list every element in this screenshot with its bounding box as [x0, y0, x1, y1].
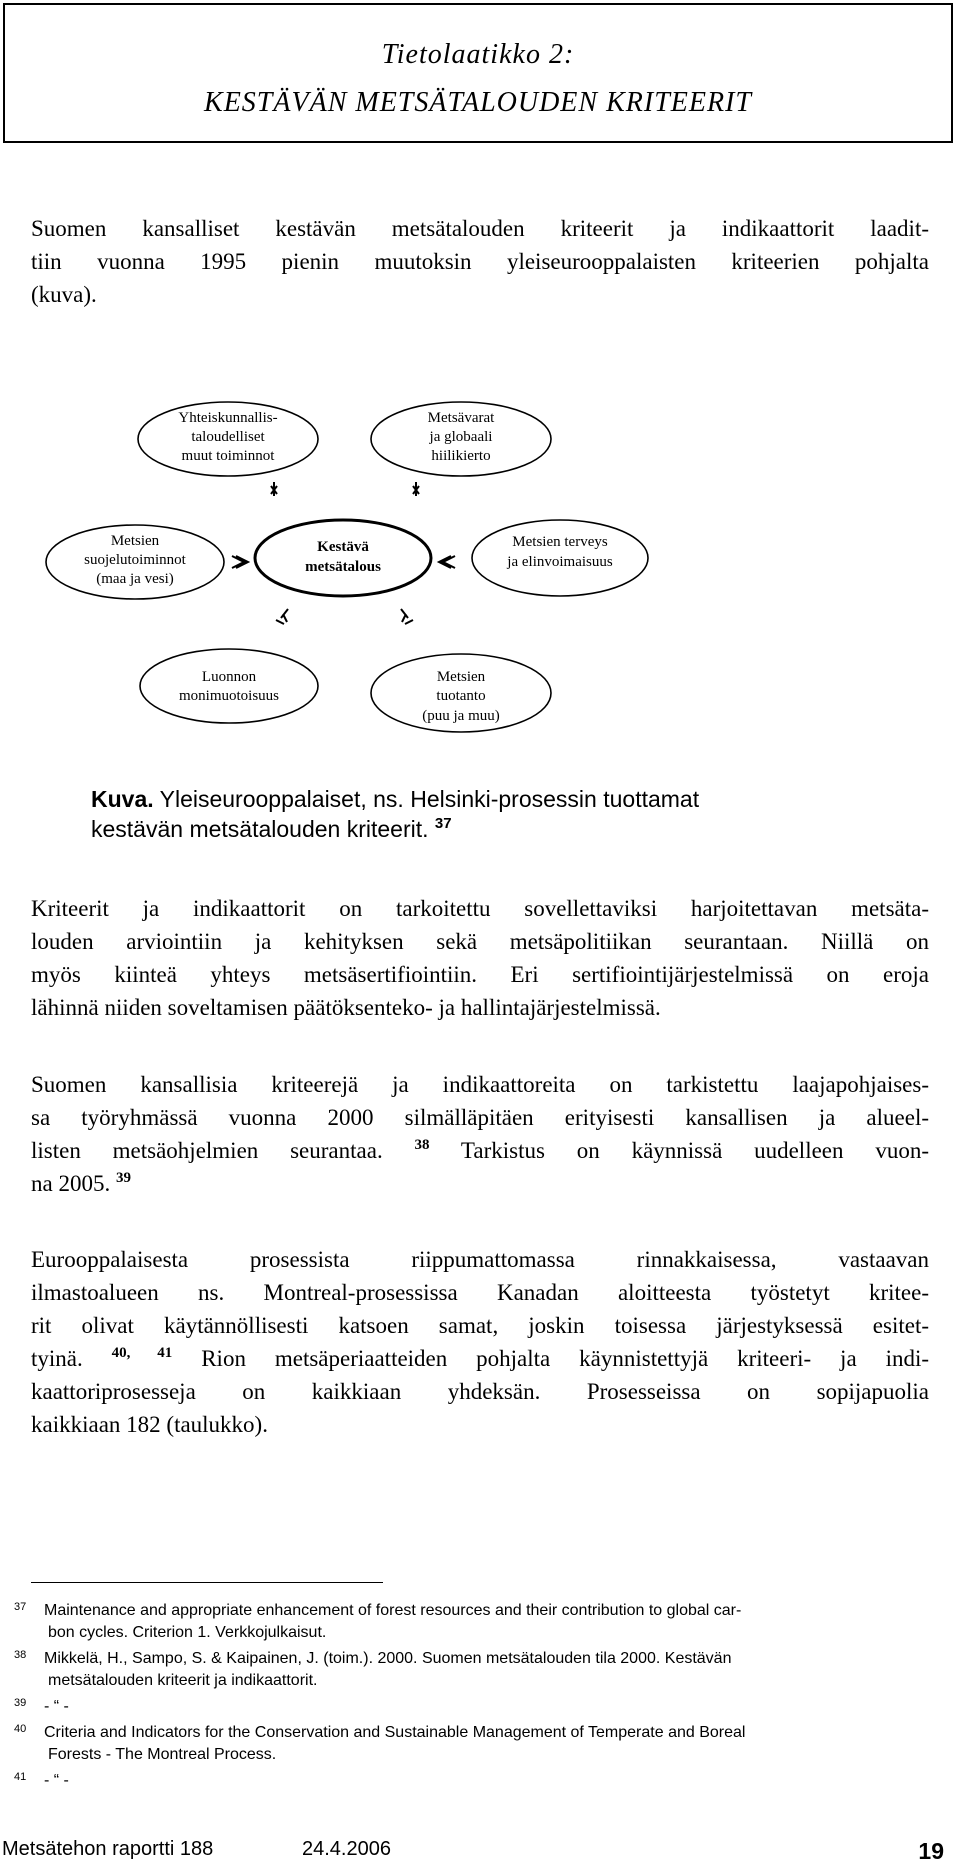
node-top-right-label: Metsävarat [427, 410, 495, 426]
node-top-left-label: muut toiminnot [181, 448, 275, 464]
footnote-number: 37 [14, 1601, 27, 1613]
criteria-diagram [0, 380, 960, 760]
text-line: ilmastoalueen ns. Montreal-prosessissa Kanadan aloitteesta työstetyt kritee- [31, 1280, 929, 1305]
footnote-number: 41 [14, 1771, 27, 1783]
text-line: louden arviointiin ja kehityksen sekä metsäpolitiikan seurantaan. Niillä on [31, 929, 929, 954]
paragraph-2 [31, 1068, 929, 1200]
text-line: Suomen kansallisia kriteerejä ja indikaattoreita on tarkistettu laajapohjaises- [31, 1072, 929, 1097]
figure-caption [91, 784, 871, 844]
node-center-label: Kestävä [317, 539, 369, 555]
text-line: tiin vuonna 1995 pienin muutoksin yleiseurooppalaisten kriteerien pohjalta [31, 249, 929, 274]
page-number: 19 [918, 1838, 944, 1864]
report-name: Metsätehon raportti 188 [2, 1838, 214, 1860]
node-center-label: metsätalous [305, 559, 381, 575]
footnote-ref: 39 [115, 1170, 131, 1186]
node-top-left-label: Yhteiskunnallis- [178, 410, 278, 426]
text-line: rit olivat käytännöllisesti katsoen samat, joskin toisessa järjestyksessä esitet- [31, 1313, 929, 1338]
footnote-text: - “ - [44, 1698, 69, 1715]
footnote-text: bon cycles. Criterion 1. Verkkojulkaisut. [48, 1624, 327, 1641]
node-center [255, 520, 431, 596]
text-segment: tyinä. [31, 1346, 83, 1371]
footnote-number: 39 [14, 1697, 27, 1709]
footnote-text: - “ - [44, 1772, 69, 1789]
intro-paragraph [31, 212, 929, 311]
text-segment: Rion metsäperiaatteiden pohjalta käynnistettyjä kriteeri- ja indi- [172, 1346, 930, 1371]
footnote-ref: 37 [434, 815, 452, 832]
title-box [3, 3, 953, 143]
text-line: lähinnä niiden soveltamisen päätöksenteko- ja hallintajärjestelmissä. [31, 995, 661, 1020]
caption-text: Yleiseurooppalaiset, ns. Helsinki-prosessin tuottamat [153, 786, 700, 812]
text-line: myös kiinteä yhteys metsäsertifiointiin. Eri sertifiointijärjestelmissä on eroja [31, 962, 929, 987]
footnote-number: 38 [14, 1649, 27, 1661]
node-left-label: (maa ja vesi) [96, 571, 174, 587]
text-segment: na 2005. [31, 1171, 111, 1196]
text-segment: listen metsäohjelmien seurantaa. [31, 1138, 383, 1163]
text-line: sa työryhmässä vuonna 2000 silmälläpitäen erityisesti kansallisen ja alueel- [31, 1105, 929, 1130]
footnote-text: Criteria and Indicators for the Conservation and Sustainable Management of Temperate and Boreal [44, 1724, 746, 1741]
text-line: (kuva). [31, 282, 97, 307]
text-line: kaattoriprosesseja on kaikkiaan yhdeksän. Prosesseissa on sopijapuolia [31, 1379, 929, 1404]
footnote-text: Maintenance and appropriate enhancement of forest resources and their contribution to global car- [44, 1602, 742, 1619]
node-bottom-left-label: Luonnon [201, 669, 257, 685]
box-title-line2: KESTÄVÄN METSÄTALOUDEN KRITEERIT [204, 87, 752, 118]
footnote-text: Forests - The Montreal Process. [48, 1746, 277, 1763]
node-bottom-left-label: monimuotoisuus [178, 688, 280, 704]
node-top-right-label: ja globaali [429, 429, 493, 445]
text-line [31, 1134, 929, 1167]
node-left-label: Metsien [110, 533, 160, 549]
node-top-left-label: taloudelliset [191, 429, 265, 445]
text-line: Suomen kansalliset kestävän metsätalouden kriteerit ja indikaattorit laadit- [31, 216, 929, 241]
report-date: 24.4.2006 [302, 1838, 391, 1860]
node-bottom-right-label: (puu ja muu) [422, 708, 500, 724]
paragraph-1 [31, 892, 929, 1024]
footnote-number: 40 [14, 1723, 27, 1735]
page-footer [0, 1838, 960, 1864]
node-bottom-right-label: Metsien [436, 669, 486, 685]
footnote-ref: 38 [414, 1137, 430, 1153]
text-line: Kriteerit ja indikaattorit on tarkoitettu sovellettaviksi harjoitettavan metsäta- [31, 896, 929, 921]
text-line: Eurooppalaisesta prosessista riippumattomassa rinnakkaisessa, vastaavan [31, 1247, 929, 1272]
node-bottom-left [140, 649, 318, 723]
node-top-right-label: hiilikierto [431, 448, 491, 464]
text-line [31, 1342, 929, 1375]
text-line [31, 1167, 929, 1200]
footnote-text: metsätalouden kriteerit ja indikaattorit. [48, 1672, 318, 1689]
caption-text: kestävän metsätalouden kriteerit. [91, 816, 429, 842]
paragraph-3 [31, 1243, 929, 1441]
footnote-divider [31, 1582, 383, 1583]
node-right-label: Metsien terveys [512, 534, 608, 550]
text-line: kaikkiaan 182 (taulukko). [31, 1412, 268, 1437]
box-title-line1: Tietolaatikko 2: [381, 39, 575, 70]
node-right-label: ja elinvoimaisuus [507, 554, 613, 570]
footnote-text: Mikkelä, H., Sampo, S. & Kaipainen, J. (toim.). 2000. Suomen metsätalouden tila 2000. Kestävän [44, 1650, 732, 1667]
node-left-label: suojelutoiminnot [84, 552, 186, 568]
node-bottom-right-label: tuotanto [436, 688, 486, 704]
caption-label: Kuva. [91, 786, 154, 812]
text-segment: Tarkistus on käynnissä uudelleen vuon- [429, 1138, 929, 1163]
footnote-ref: 40, 41 [111, 1345, 173, 1361]
